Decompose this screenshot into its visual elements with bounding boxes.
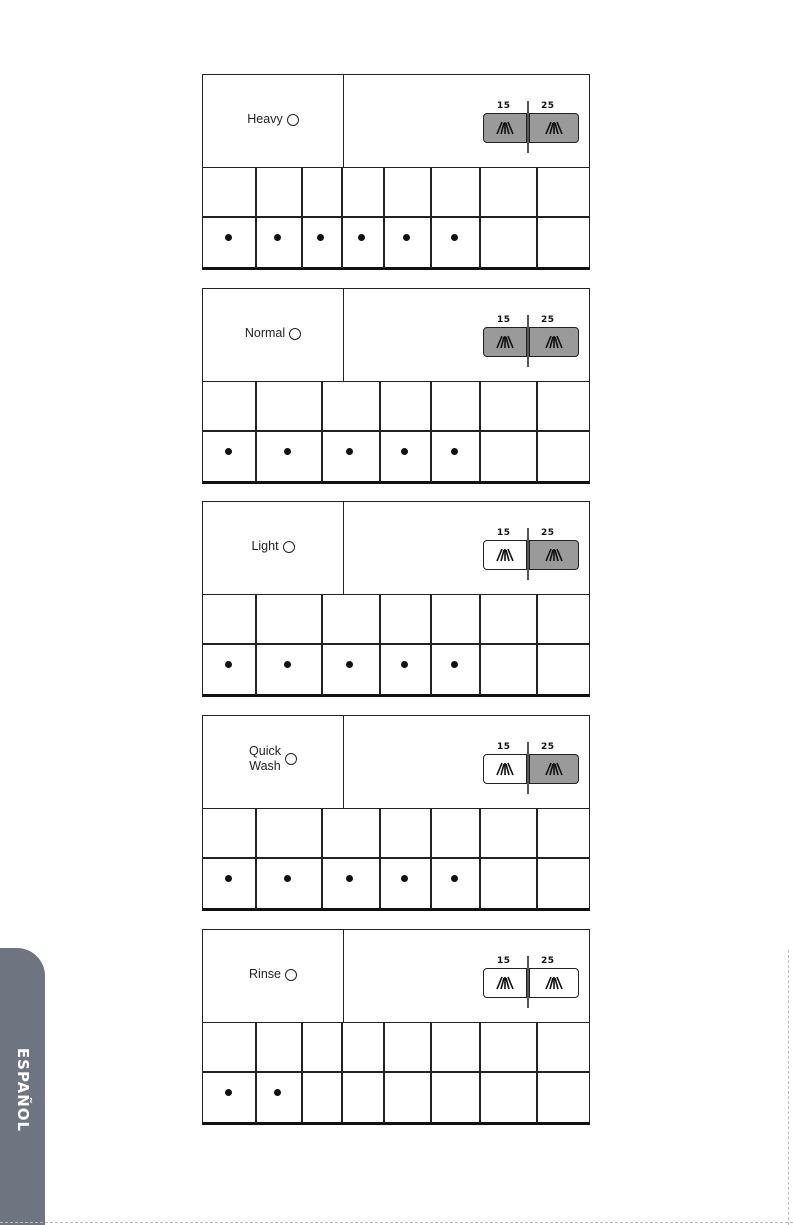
step-dot bbox=[284, 661, 291, 668]
cycle-panel bbox=[202, 715, 590, 911]
step-dot bbox=[225, 448, 232, 455]
spray-divider bbox=[527, 956, 529, 1008]
step-dot bbox=[225, 875, 232, 882]
trim-line-right bbox=[788, 950, 790, 1225]
cycle-indicator-icon bbox=[285, 969, 297, 981]
grid-column-divider bbox=[255, 167, 257, 268]
grid-column-divider bbox=[430, 381, 432, 482]
panel-header-row bbox=[203, 502, 589, 595]
spray-number-15: 15 bbox=[497, 528, 511, 538]
step-dot bbox=[451, 875, 458, 882]
grid-column-divider bbox=[255, 1022, 257, 1123]
grid-row-divider bbox=[203, 216, 589, 218]
cycle-indicator-icon bbox=[283, 541, 295, 553]
grid-column-divider bbox=[536, 381, 538, 482]
grid-column-divider bbox=[383, 1022, 385, 1123]
grid-row-divider bbox=[203, 430, 589, 432]
step-dot bbox=[346, 875, 353, 882]
step-dot bbox=[401, 875, 408, 882]
panel-header-row bbox=[203, 75, 589, 168]
step-grid bbox=[203, 594, 589, 695]
spray-number-25: 25 bbox=[541, 315, 555, 325]
spray-arm-icon bbox=[494, 334, 516, 350]
panel-header-row bbox=[203, 716, 589, 809]
cycle-indicator-icon bbox=[289, 328, 301, 340]
cycle-name: Rinse bbox=[249, 967, 281, 982]
spray-divider bbox=[527, 101, 529, 153]
spray-number-25: 25 bbox=[541, 101, 555, 111]
step-grid bbox=[203, 1022, 589, 1123]
cycle-label-box bbox=[203, 716, 344, 808]
spray-arm-icon bbox=[494, 120, 516, 136]
spray-box-15 bbox=[483, 113, 527, 143]
step-dot bbox=[225, 234, 232, 241]
spray-arm-indicator bbox=[483, 101, 579, 153]
cycle-name: Normal bbox=[244, 326, 286, 341]
step-dot bbox=[274, 234, 281, 241]
cycle-panel bbox=[202, 288, 590, 484]
cycle-name-line: Wash bbox=[249, 759, 281, 773]
spray-box-25 bbox=[529, 754, 579, 784]
grid-row-divider bbox=[203, 857, 589, 859]
grid-column-divider bbox=[379, 381, 381, 482]
grid-column-divider bbox=[341, 167, 343, 268]
cycle-name: Light bbox=[251, 539, 279, 554]
grid-column-divider bbox=[341, 1022, 343, 1123]
step-dot bbox=[274, 1089, 281, 1096]
spray-arm-indicator bbox=[483, 315, 579, 367]
spray-box-15 bbox=[483, 754, 527, 784]
spray-divider bbox=[527, 528, 529, 580]
cycle-name-line: Quick bbox=[249, 744, 281, 758]
step-dot bbox=[284, 875, 291, 882]
spray-arm-icon bbox=[494, 975, 516, 991]
panel-header-row bbox=[203, 930, 589, 1023]
spray-box-25 bbox=[529, 327, 579, 357]
step-grid bbox=[203, 808, 589, 909]
cycle-panel bbox=[202, 929, 590, 1125]
cycle-panel bbox=[202, 74, 590, 270]
step-grid bbox=[203, 381, 589, 482]
spray-divider bbox=[527, 315, 529, 367]
cycle-name: Heavy bbox=[247, 112, 283, 127]
spray-box-25 bbox=[529, 113, 579, 143]
step-dot bbox=[346, 661, 353, 668]
spray-arm-indicator bbox=[483, 956, 579, 1008]
step-dot bbox=[451, 448, 458, 455]
grid-column-divider bbox=[479, 381, 481, 482]
grid-column-divider bbox=[321, 381, 323, 482]
grid-column-divider bbox=[479, 167, 481, 268]
grid-row-divider bbox=[203, 643, 589, 645]
step-dot bbox=[346, 448, 353, 455]
step-dot bbox=[284, 448, 291, 455]
cycle-label-box bbox=[203, 502, 344, 594]
spray-arm-icon bbox=[494, 761, 516, 777]
grid-column-divider bbox=[430, 808, 432, 909]
cycle-panel bbox=[202, 501, 590, 697]
grid-column-divider bbox=[301, 167, 303, 268]
step-grid bbox=[203, 167, 589, 268]
grid-column-divider bbox=[301, 1022, 303, 1123]
step-dot bbox=[358, 234, 365, 241]
grid-column-divider bbox=[379, 808, 381, 909]
step-dot bbox=[451, 661, 458, 668]
spray-number-25: 25 bbox=[541, 742, 555, 752]
spray-number-15: 15 bbox=[497, 315, 511, 325]
cycle-label-box bbox=[203, 75, 344, 167]
spray-arm-icon bbox=[543, 547, 565, 563]
trim-line-bottom bbox=[0, 1222, 793, 1224]
grid-column-divider bbox=[430, 1022, 432, 1123]
grid-column-divider bbox=[255, 381, 257, 482]
spray-box-15 bbox=[483, 968, 527, 998]
cycle-indicator-icon bbox=[287, 114, 299, 126]
grid-column-divider bbox=[430, 167, 432, 268]
spray-number-25: 25 bbox=[541, 956, 555, 966]
grid-column-divider bbox=[321, 808, 323, 909]
grid-row-divider bbox=[203, 1071, 589, 1073]
grid-column-divider bbox=[430, 594, 432, 695]
panel-header-row bbox=[203, 289, 589, 382]
cycle-indicator-icon bbox=[285, 753, 297, 765]
spray-arm-indicator bbox=[483, 742, 579, 794]
side-tab-label: ESPAÑOL bbox=[14, 1047, 32, 1133]
step-dot bbox=[225, 661, 232, 668]
spray-box-25 bbox=[529, 968, 579, 998]
spray-arm-icon bbox=[543, 975, 565, 991]
spray-number-15: 15 bbox=[497, 101, 511, 111]
step-dot bbox=[317, 234, 324, 241]
spray-arm-icon bbox=[543, 120, 565, 136]
spray-number-15: 15 bbox=[497, 956, 511, 966]
spray-arm-icon bbox=[494, 547, 516, 563]
step-dot bbox=[403, 234, 410, 241]
grid-column-divider bbox=[536, 167, 538, 268]
cycle-label-box bbox=[203, 930, 344, 1022]
spray-number-15: 15 bbox=[497, 742, 511, 752]
spray-box-15 bbox=[483, 327, 527, 357]
step-dot bbox=[401, 661, 408, 668]
spray-arm-icon bbox=[543, 334, 565, 350]
grid-column-divider bbox=[383, 167, 385, 268]
spray-number-25: 25 bbox=[541, 528, 555, 538]
grid-column-divider bbox=[479, 594, 481, 695]
grid-column-divider bbox=[536, 808, 538, 909]
spray-box-15 bbox=[483, 540, 527, 570]
spray-arm-icon bbox=[543, 761, 565, 777]
spray-divider bbox=[527, 742, 529, 794]
spray-box-25 bbox=[529, 540, 579, 570]
grid-column-divider bbox=[536, 1022, 538, 1123]
grid-column-divider bbox=[255, 594, 257, 695]
spray-arm-indicator bbox=[483, 528, 579, 580]
grid-column-divider bbox=[536, 594, 538, 695]
grid-column-divider bbox=[379, 594, 381, 695]
cycle-name bbox=[249, 744, 281, 774]
grid-column-divider bbox=[479, 1022, 481, 1123]
grid-column-divider bbox=[479, 808, 481, 909]
step-dot bbox=[401, 448, 408, 455]
grid-column-divider bbox=[255, 808, 257, 909]
grid-column-divider bbox=[321, 594, 323, 695]
step-dot bbox=[451, 234, 458, 241]
step-dot bbox=[225, 1089, 232, 1096]
cycle-label-box bbox=[203, 289, 344, 381]
